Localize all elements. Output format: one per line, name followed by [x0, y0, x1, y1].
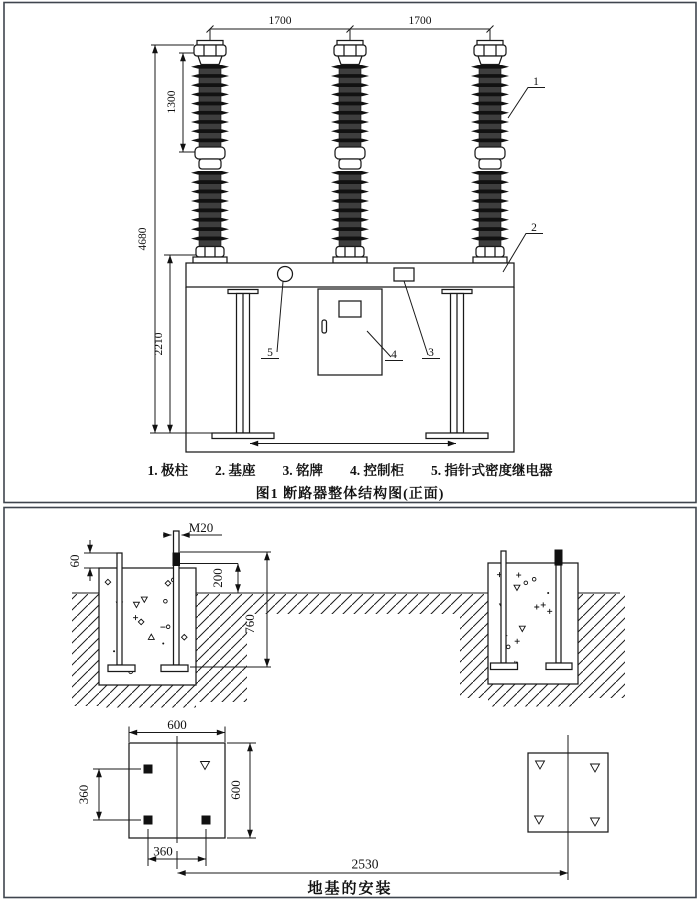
base-platform [186, 263, 514, 287]
plan-bolt-triangle [591, 764, 600, 772]
callout-2-base: 2 [531, 222, 537, 234]
left-foundation-section [99, 531, 196, 685]
legend-item-pole: 1. 极柱 [147, 463, 188, 478]
dim-4680: 4680 [137, 227, 149, 251]
callout-1-pole: 1 [533, 76, 539, 88]
legend-item-base: 2. 基座 [215, 463, 256, 478]
dim-60: 60 [67, 554, 82, 568]
dimension-360-left [93, 769, 141, 820]
figure2-caption: 地基的安装 [307, 881, 393, 897]
plan-bolt-triangle [201, 762, 210, 770]
legend-item-nameplate: 3. 铭牌 [282, 463, 323, 478]
dim-2210: 2210 [153, 332, 165, 356]
figure1-structure-diagram [137, 15, 545, 452]
dim-2530: 2530 [351, 856, 379, 872]
callout-5-density-relay: 5 [267, 347, 273, 359]
figure2-foundation-diagram [67, 520, 625, 880]
dim-600-right: 600 [228, 780, 243, 800]
plan-bolt [144, 816, 153, 825]
plan-bolt-triangle [536, 761, 545, 769]
callout-leaders [261, 88, 545, 361]
control-cabinet [318, 289, 382, 375]
plan-bolt-triangle [591, 818, 600, 826]
plan-bolt [202, 816, 211, 825]
plan-bolt [144, 765, 153, 774]
dim-1700-left: 1700 [268, 15, 292, 27]
dim-600-top: 600 [167, 717, 187, 732]
plan-bolt-triangle [535, 816, 544, 824]
callout-4-cabinet: 4 [391, 349, 397, 361]
dim-360-bottom: 360 [153, 843, 173, 859]
figure1-legend [0, 459, 700, 479]
right-foundation-plan [528, 735, 608, 880]
support-leg-right [426, 290, 488, 439]
left-foundation-plan [129, 736, 225, 869]
dim-360-left: 360 [76, 784, 91, 805]
dimension-insulator-height [179, 53, 196, 152]
dim-m20: M20 [188, 520, 214, 535]
right-foundation-section [488, 550, 578, 685]
dim-1700-right: 1700 [408, 15, 432, 27]
legend-item-density-relay: 5. 指针式密度继电器 [431, 463, 553, 478]
figure1-caption: 图1 断路器整体结构图(正面) [255, 487, 445, 502]
support-leg-left [212, 290, 274, 439]
legend-item-cabinet: 4. 控制柜 [350, 463, 404, 478]
callout-3-nameplate: 3 [428, 347, 434, 359]
dim-200: 200 [210, 568, 225, 588]
dim-760: 760 [242, 614, 257, 634]
insulator-poles [191, 29, 509, 263]
dim-1300: 1300 [166, 90, 178, 114]
